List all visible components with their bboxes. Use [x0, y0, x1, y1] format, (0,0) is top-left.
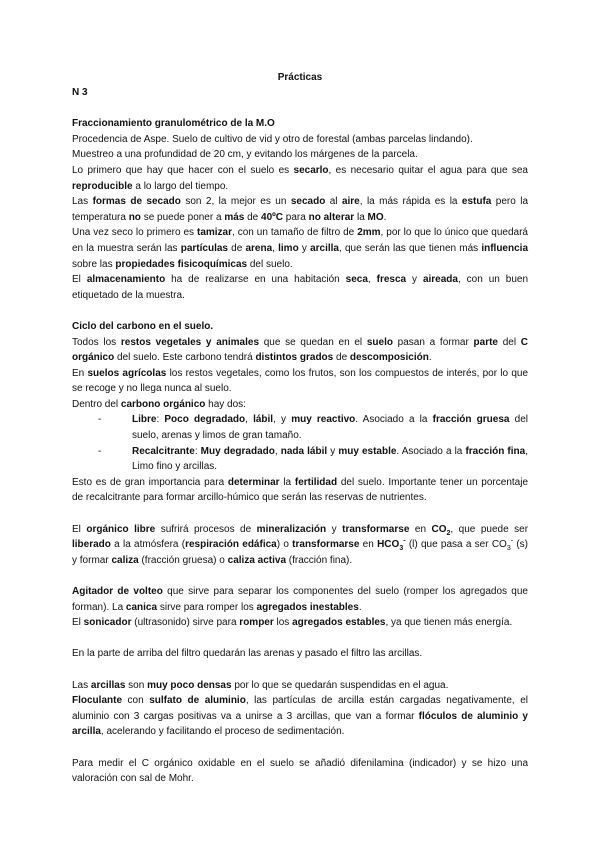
section-heading-ciclo-carbono: Ciclo del carbono en el suelo. [72, 320, 214, 332]
paragraph: Una vez seco lo primero es tamizar, con un tamaño de filtro de 2mm, por lo que lo único que quedará en la muestra serán las partículas de arena, limo y arcilla, que serán las que tienen más influencia sobre las propiedades fisicoquímicas del suelo. [72, 227, 529, 270]
paragraph: El orgánico libre sufrirá procesos de mineralización y transformarse en $CO_2$, que puede ser liberado a la atmósfera (respiración edáfica) o transformarse en $HCO_3^-$ (l) que pasa a ser $CO_3^-$ (s) y formar caliza (fracción gruesa) o caliza activa (fracción fina). [72, 523, 529, 566]
paragraph: Floculante con sulfato de aluminio, las partículas de arcilla están cargadas negativamente, el aluminio con 3 cargas positivas va a unirse a 3 arcillas, que van a formar flóculos de aluminio y arcilla, acelerando y facilitando el proceso de sedimentación. [72, 695, 528, 738]
paragraph: Agitador de volteo que sirve para separar los componentes del suelo (romper los agregados que forman). La canica sirve para romper los agregados inestables. [72, 586, 528, 613]
paragraph: En la parte de arriba del filtro quedarán las arenas y pasado el filtro las arcillas. [72, 648, 423, 660]
paragraph: Muestreo a una profundidad de 20 cm, y evitando los márgenes de la parcela. [72, 149, 418, 161]
practice-number: N 3 [72, 87, 88, 98]
paragraph: Dentro del carbono orgánico hay dos: [72, 398, 246, 410]
paragraph: Para medir el C orgánico oxidable en el suelo se añadió difenilamina (indicador) y se hizo una valoración con sal de Mohr. [72, 757, 528, 785]
page-title: Prácticas [277, 72, 323, 83]
paragraph: El sonicador (ultrasonido) sirve para romper los agregados estables, ya que tienen más energía. [72, 617, 513, 629]
paragraph: Esto es de gran importancia para determinar la fertilidad del suelo. Importante tener un porcentaje de recalcitrante para formar arcillo-húmico que serán las reservas de nutrientes. [72, 476, 529, 504]
list-dash: - [98, 414, 102, 426]
section-heading-fraccionamiento: Fraccionamiento granulométrico de la M.O [72, 118, 275, 130]
paragraph: Lo primero que hay que hacer con el suelo es secarlo, es necesario quitar el agua para que sea reproducible a lo largo del tiempo. [72, 164, 528, 192]
paragraph: Las formas de secado son 2, la mejor es un secado al aire, la más rápida es la estufa pero la temperatura no se puede poner a más de 40ºC para no alterar la MO. [72, 196, 529, 223]
paragraph: En suelos agrícolas los restos vegetales, como los frutos, son los compuestos de interés, por lo que se recoge y no llega nunca al suelo. [72, 367, 529, 395]
paragraph: Todos los restos vegetales y animales que se quedan en el suelo pasan a formar parte del C orgánico del suelo. Este carbono tendrá distintos grados de descomposición. [72, 336, 528, 364]
list-item: - Recalcitrante: Muy degradado, nada lábil y muy estable. Asociado a la fracción fina, Limo fino y arcillas. [72, 444, 528, 475]
list-item: - Libre: Poco degradado, lábil, y muy reactivo. Asociado a la fracción gruesa del suelo, arenas y limos de gran tamaño. [72, 412, 528, 443]
paragraph: El almacenamiento ha de realizarse en una habitación seca, fresca y aireada, con un buen etiquetado de la muestra. [72, 274, 529, 301]
paragraph: Procedencia de Aspe. Suelo de cultivo de vid y otro de forestal (ambas parcelas lindando). [72, 133, 473, 145]
paragraph: Las arcillas son muy poco densas por lo que se quedarán suspendidas en el agua. [72, 679, 449, 691]
list-dash: - [98, 445, 102, 457]
